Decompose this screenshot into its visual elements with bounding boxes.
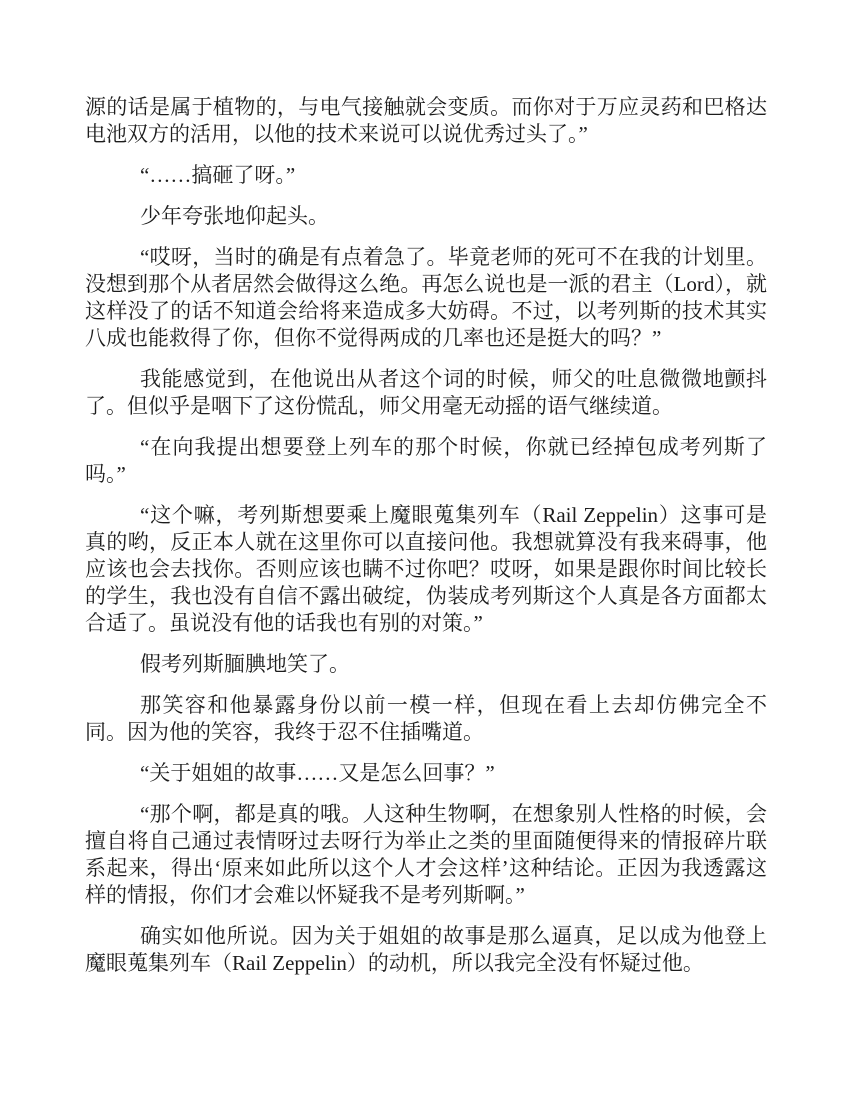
paragraph: “关于姐姐的故事……又是怎么回事？” (140, 761, 495, 785)
paragraph: “哎呀，当时的确是有点着急了。毕竟老师的死可不在我的计划里。没想到那个从者居然会做得这么绝。再怎么说也是一派的君主（Lord），就这样没了的话不知道会给将来造成多大妨碍。不过，以考列斯的技术其实八成也能救得了你，但你不觉得两成的几率也还是挺大的吗？” (85, 245, 767, 350)
paragraph: “……搞砸了呀。” (140, 163, 296, 187)
paragraph: “在向我提出想要登上列车的那个时候，你就已经掉包成考列斯了吗。” (85, 435, 767, 486)
paragraph: 我能感觉到，在他说出从者这个词的时候，师父的吐息微微地颤抖了。但似乎是咽下了这份慌乱，师父用毫无动摇的语气继续道。 (85, 367, 767, 418)
paragraph: 假考列斯腼腆地笑了。 (140, 652, 350, 676)
paragraph: 源的话是属于植物的，与电气接触就会变质。而你对于万应灵药和巴格达电池双方的活用，以他的技术来说可以说优秀过头了。” (85, 95, 767, 146)
paragraph: 少年夸张地仰起头。 (140, 204, 329, 228)
paragraph: 那笑容和他暴露身份以前一模一样，但现在看上去却仿佛完全不同。因为他的笑容，我终于忍不住插嘴道。 (85, 693, 767, 744)
paragraph: 确实如他所说。因为关于姐姐的故事是那么逼真，足以成为他登上魔眼蒐集列车（Rail Zeppelin）的动机，所以我完全没有怀疑过他。 (85, 924, 767, 975)
text-column (85, 94, 767, 977)
paragraph: “这个嘛，考列斯想要乘上魔眼蒐集列车（Rail Zeppelin）这事可是真的哟，反正本人就在这里你可以直接问他。我想就算没有我来碍事，他应该也会去找你。否则应该也瞒不过你吧？哎呀，如果是跟你时间比较长的学生，我也没有自信不露出破绽，伪装成考列斯这个人真是各方面都太合适了。虽说没有他的话我也有别的对策。” (85, 503, 767, 635)
paragraph: “那个啊，都是真的哦。人这种生物啊，在想象别人性格的时候，会擅自将自己通过表情呀过去呀行为举止之类的里面随便得来的情报碎片联系起来，得出‘原来如此所以这个人才会这样’这种结论。正因为我透露这样的情报，你们才会难以怀疑我不是考列斯啊。” (85, 802, 767, 907)
